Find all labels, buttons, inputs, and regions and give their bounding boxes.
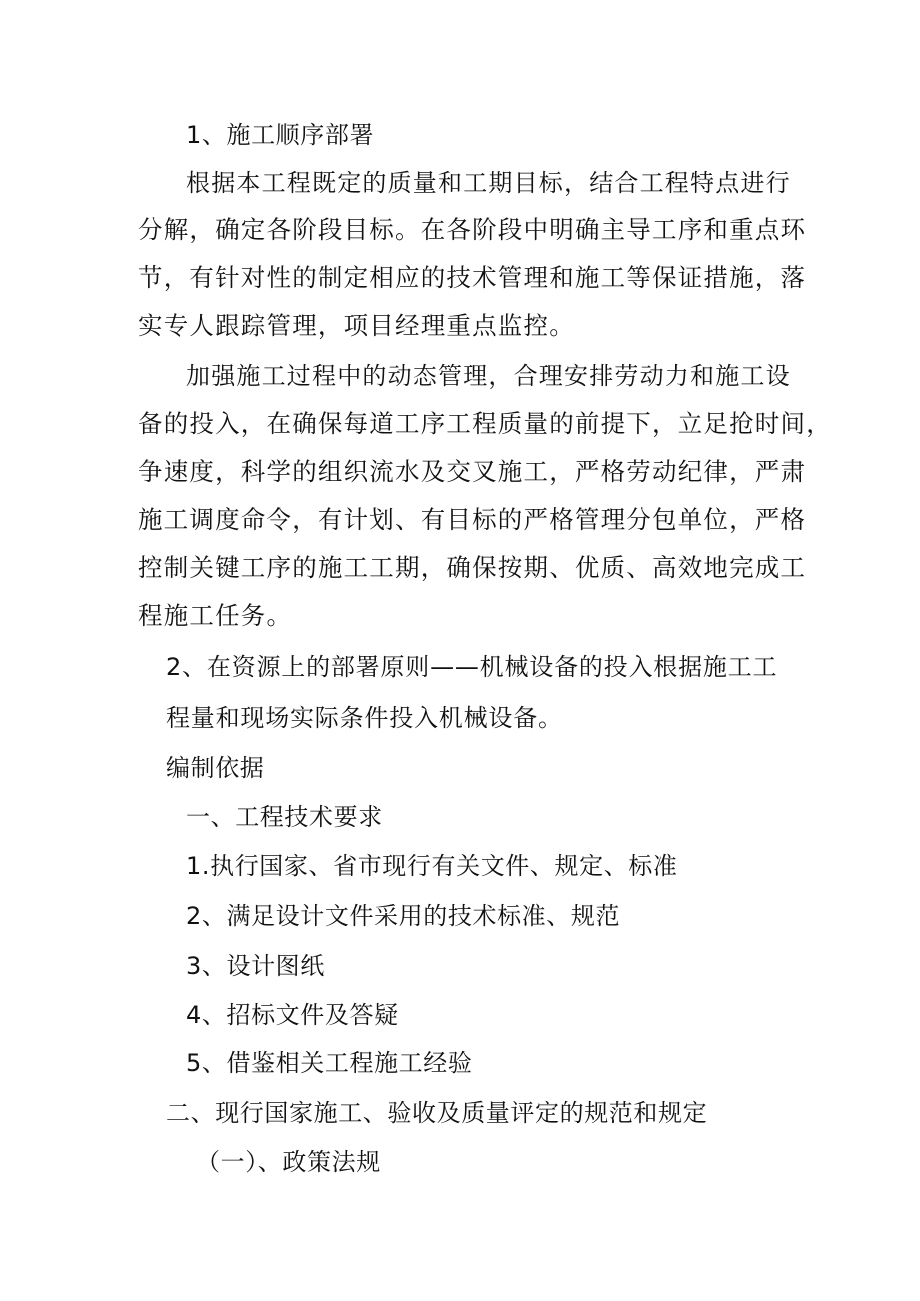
paragraph-line: 根据本工程既定的质量和工期目标，结合工程特点进行 [186,169,791,197]
basis-title: 编制依据 [166,754,265,782]
section-heading-resource-principle: 2、在资源上的部署原则——机械设备的投入根据施工工 [166,653,778,681]
list-item: 1.执行国家、省市现行有关文件、规定、标准 [186,852,678,880]
paragraph-line: 加强施工过程中的动态管理，合理安排劳动力和施工设 [186,362,791,390]
basis-part2-heading: 二、现行国家施工、验收及质量评定的规范和规定 [166,1099,708,1127]
basis-part1-heading: 一、工程技术要求 [186,803,383,831]
section-heading-construction-sequence: 1、施工顺序部署 [186,121,375,149]
paragraph-line: 节，有针对性的制定相应的技术管理和施工等保证措施，落 [138,263,807,292]
paragraph-line: 控制关键工序的施工工期，确保按期、优质、高效地完成工 [138,553,807,582]
basis-part2-subheading: （一）、政策法规 [196,1148,381,1176]
paragraph-line: 备的投入，在确保每道工序工程质量的前提下，立足抢时间， [138,409,832,438]
paragraph-line: 分解，确定各阶段目标。在各阶段中明确主导工序和重点环 [138,215,807,244]
paragraph-line: 施工调度命令，有计划、有目标的严格管理分包单位，严格 [138,505,807,534]
paragraph-line: 程施工任务。 [138,601,293,630]
list-item: 2、满足设计文件采用的技术标准、规范 [186,902,621,930]
list-item: 4、招标文件及答疑 [186,1001,399,1029]
paragraph-line: 程量和现场实际条件投入机械设备。 [166,704,563,732]
paragraph-line: 实专人跟踪管理，项目经理重点监控。 [138,311,575,340]
list-item: 3、设计图纸 [186,952,325,980]
paragraph-line: 争速度，科学的组织流水及交叉施工，严格劳动纪律，严肃 [138,457,807,486]
list-item: 5、借鉴相关工程施工经验 [186,1049,473,1077]
